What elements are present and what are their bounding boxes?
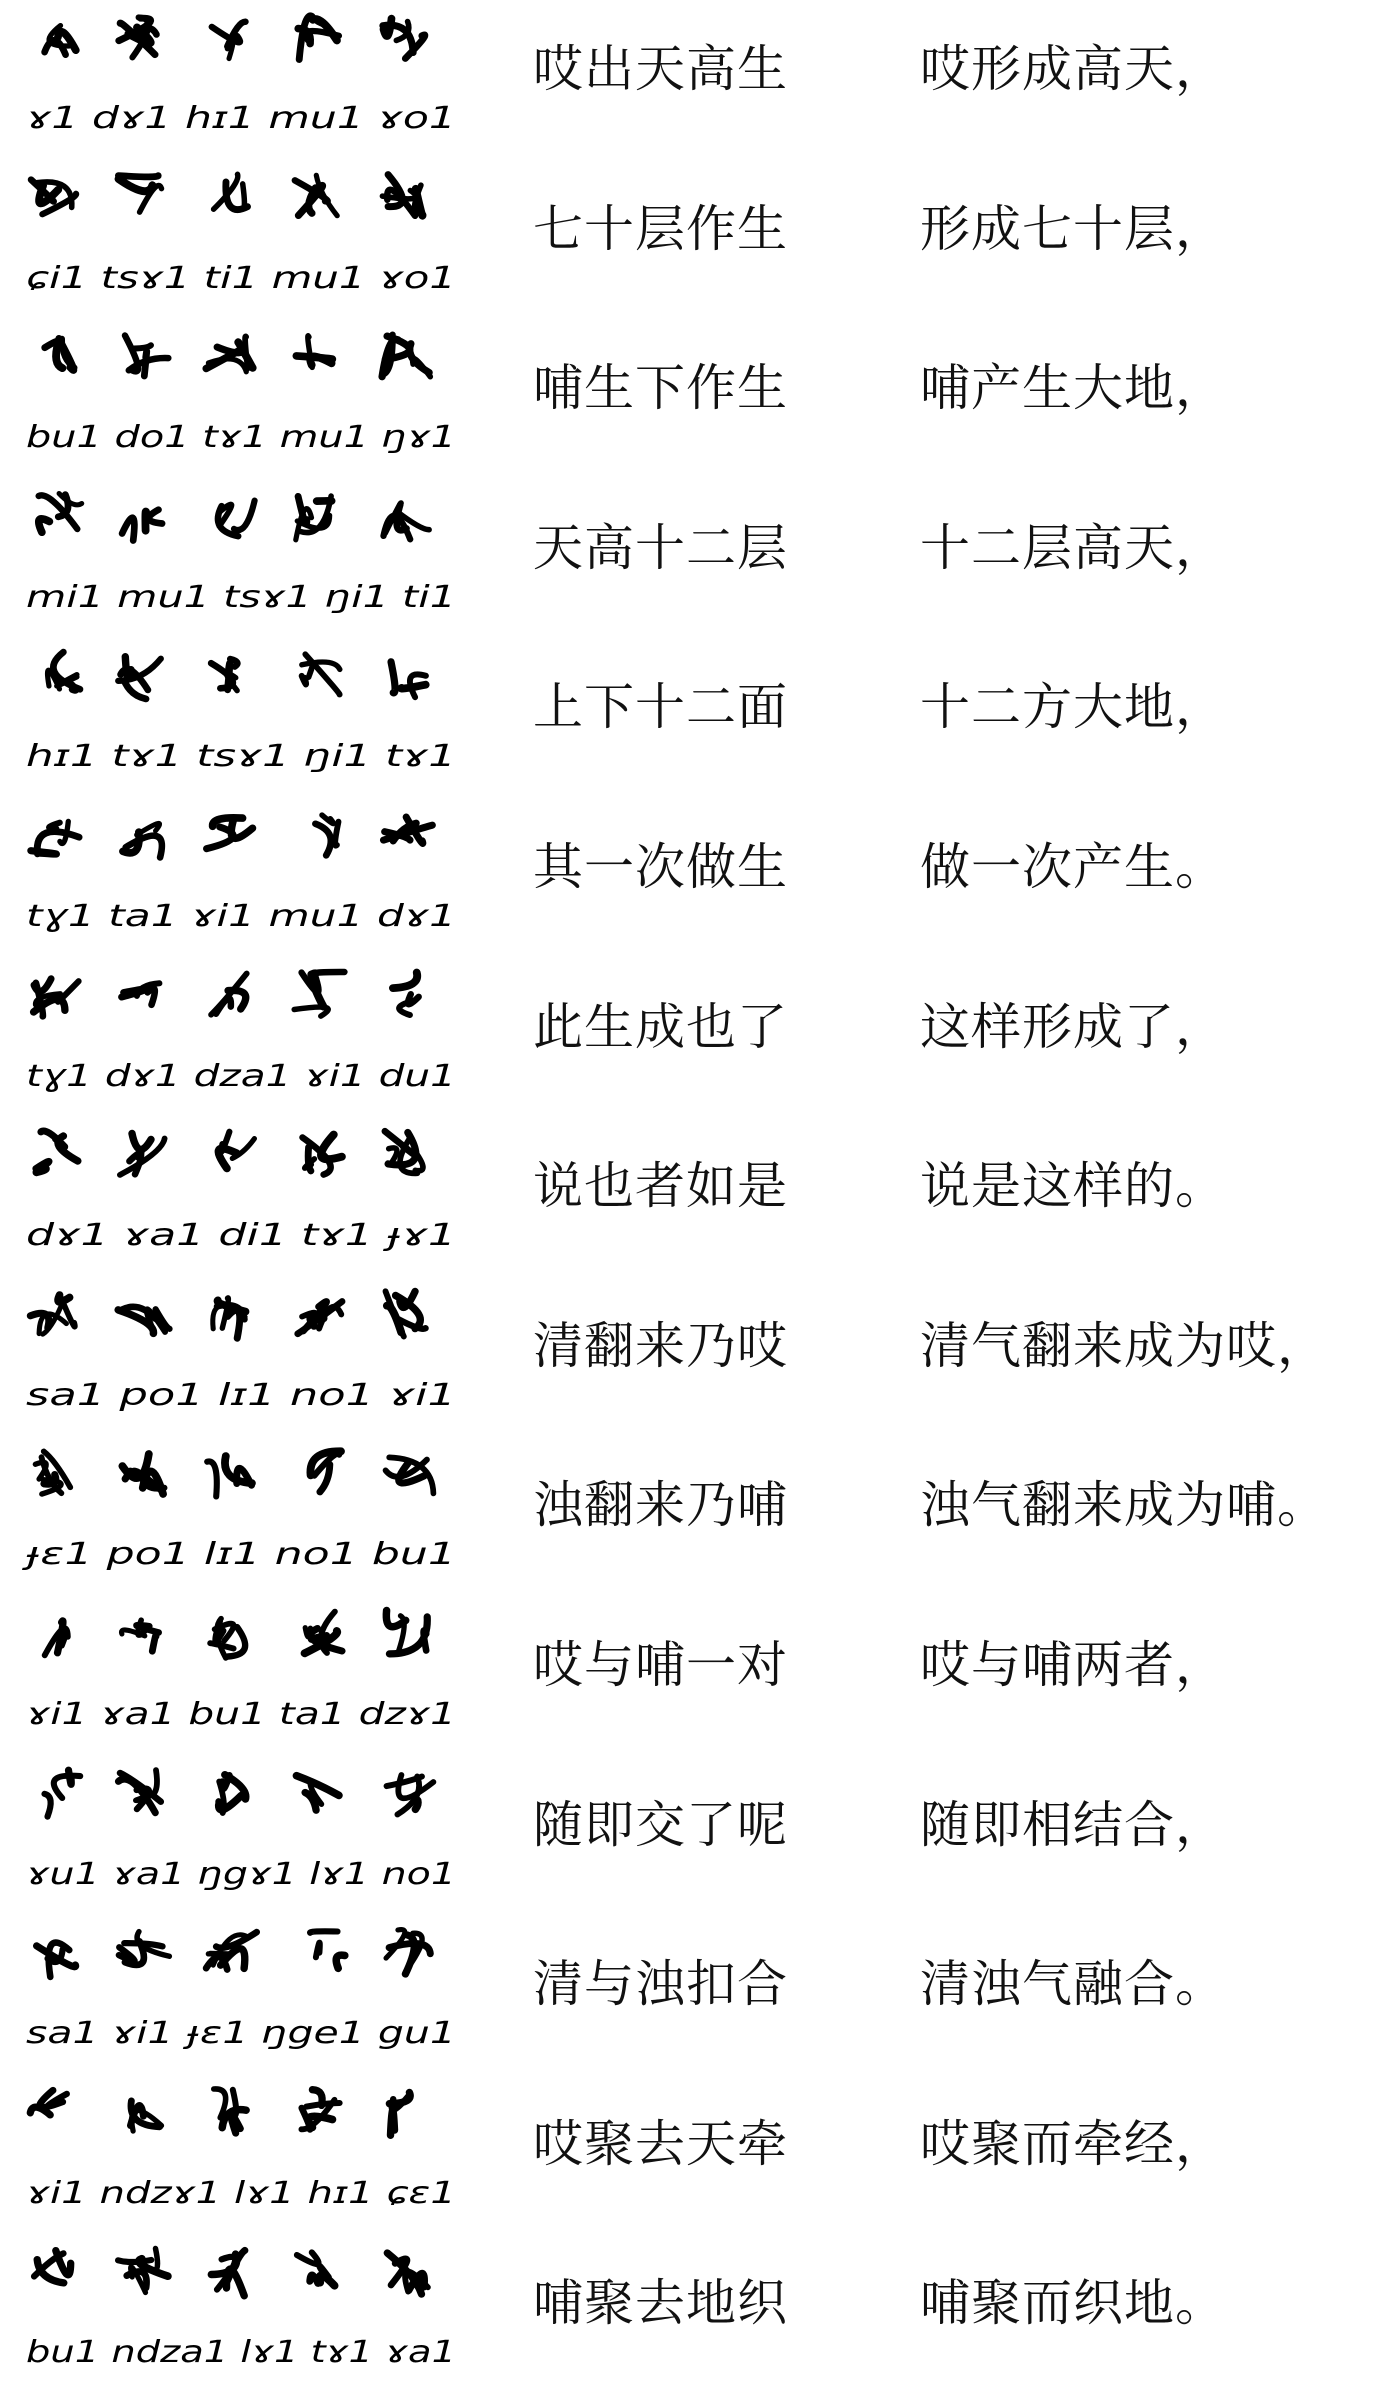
literal-translation: 清与浊扣合 <box>533 1955 788 2013</box>
literal-translation: 哎聚去天牵 <box>533 2115 788 2173</box>
yi-script-glyphs <box>22 485 462 627</box>
literal-translation: 哎与哺一对 <box>533 1636 788 1694</box>
yi-script-drawing <box>22 485 462 627</box>
verse-row <box>0 1596 1379 1754</box>
yi-script-drawing <box>22 325 462 467</box>
free-translation: 清气翻来成为哎， <box>920 1317 1328 1375</box>
free-translation: 做一次产生。 <box>920 838 1226 896</box>
phonetic-transcription: bu1 ndza1 lɤ1 tɤ1 ɤa1 <box>26 2335 456 2370</box>
yi-script-drawing <box>22 964 462 1106</box>
free-translation: 哎聚而牵经， <box>920 2115 1226 2173</box>
free-translation: 这样形成了， <box>920 998 1226 1056</box>
yi-script-drawing <box>22 2240 462 2382</box>
literal-translation: 哺聚去地织 <box>533 2274 788 2332</box>
free-translation: 哎形成高天， <box>920 40 1226 98</box>
yi-script-drawing <box>22 1762 462 1904</box>
yi-script-drawing <box>22 166 462 308</box>
verse-row <box>0 319 1379 477</box>
phonetic-transcription: ɤi1 ndzɤ1 lɤ1 hɪ1 ɕɛ1 <box>26 2176 456 2211</box>
yi-script-glyphs <box>22 6 462 148</box>
yi-script-drawing <box>22 1283 462 1425</box>
free-translation: 哎与哺两者， <box>920 1636 1226 1694</box>
verse-row <box>0 1277 1379 1435</box>
yi-script-drawing <box>22 644 462 786</box>
yi-script-glyphs <box>22 1442 462 1584</box>
yi-script-glyphs <box>22 325 462 467</box>
yi-script-glyphs <box>22 1123 462 1265</box>
phonetic-transcription: ɟɛ1 po1 lɪ1 no1 bu1 <box>22 1537 456 1572</box>
literal-translation: 其一次做生 <box>533 838 788 896</box>
literal-translation: 哺生下作生 <box>533 359 788 417</box>
free-translation: 随即相结合， <box>920 1796 1226 1854</box>
free-translation: 十二方大地， <box>920 678 1226 736</box>
literal-translation: 随即交了呢 <box>533 1796 788 1854</box>
literal-translation: 此生成也了 <box>533 998 788 1056</box>
yi-script-glyphs <box>22 644 462 786</box>
verse-row <box>0 160 1379 318</box>
phonetic-transcription: dɤ1 ɤa1 di1 tɤ1 ɟɤ1 <box>26 1218 456 1253</box>
verse-row <box>0 958 1379 1116</box>
yi-script-glyphs <box>22 1283 462 1425</box>
verse-row <box>0 638 1379 796</box>
free-translation: 说是这样的。 <box>920 1157 1226 1215</box>
literal-translation: 七十层作生 <box>533 200 788 258</box>
phonetic-transcription: bu1 do1 tɤ1 mu1 ŋɤ1 <box>26 420 456 455</box>
phonetic-transcription: ɤu1 ɤa1 ŋgɤ1 lɤ1 no1 <box>26 1857 456 1892</box>
verse-row <box>0 1915 1379 2073</box>
yi-script-glyphs <box>22 2081 462 2223</box>
literal-translation: 说也者如是 <box>533 1157 788 1215</box>
yi-script-drawing <box>22 1442 462 1584</box>
free-translation: 哺聚而织地。 <box>920 2274 1226 2332</box>
yi-script-drawing <box>22 1123 462 1265</box>
verse-row <box>0 479 1379 637</box>
phonetic-transcription: sa1 ɤi1 ɟɛ1 ŋge1 gu1 <box>26 2016 456 2051</box>
yi-script-glyphs <box>22 2240 462 2382</box>
yi-script-glyphs <box>22 1602 462 1744</box>
yi-script-glyphs <box>22 804 462 946</box>
verse-row <box>0 1756 1379 1914</box>
free-translation: 清浊气融合。 <box>920 1955 1226 2013</box>
phonetic-transcription: tɣ1 ta1 ɤi1 mu1 dɤ1 <box>26 899 456 934</box>
verse-row <box>0 798 1379 956</box>
phonetic-transcription: sa1 po1 lɪ1 no1 ɤi1 <box>26 1378 456 1413</box>
literal-translation: 浊翻来乃哺 <box>533 1476 788 1534</box>
yi-script-glyphs <box>22 964 462 1106</box>
verse-row <box>0 0 1379 158</box>
phonetic-transcription: ɤi1 ɤa1 bu1 ta1 dzɤ1 <box>26 1697 456 1732</box>
yi-script-drawing <box>22 1921 462 2063</box>
yi-script-drawing <box>22 1602 462 1744</box>
free-translation: 形成七十层， <box>920 200 1226 258</box>
verse-row <box>0 1117 1379 1275</box>
phonetic-transcription: ɤ1 dɤ1 hɪ1 mu1 ɤo1 <box>26 101 456 136</box>
literal-translation: 上下十二面 <box>533 678 788 736</box>
yi-script-glyphs <box>22 166 462 308</box>
yi-script-glyphs <box>22 1921 462 2063</box>
literal-translation: 天高十二层 <box>533 519 788 577</box>
verse-row <box>0 2075 1379 2233</box>
yi-script-drawing <box>22 2081 462 2223</box>
phonetic-transcription: hɪ1 tɤ1 tsɤ1 ŋi1 tɤ1 <box>26 739 456 774</box>
yi-script-glyphs <box>22 1762 462 1904</box>
phonetic-transcription: tɣ1 dɤ1 dza1 ɤi1 du1 <box>26 1059 457 1094</box>
yi-script-drawing <box>22 804 462 946</box>
literal-translation: 清翻来乃哎 <box>533 1317 788 1375</box>
yi-script-drawing <box>22 6 462 148</box>
free-translation: 十二层高天， <box>920 519 1226 577</box>
free-translation: 哺产生大地， <box>920 359 1226 417</box>
phonetic-transcription: ɕi1 tsɤ1 ti1 mu1 ɤo1 <box>26 261 456 296</box>
phonetic-transcription: mi1 mu1 tsɤ1 ŋi1 ti1 <box>26 580 456 615</box>
verse-row <box>0 1436 1379 1594</box>
literal-translation: 哎出天高生 <box>533 40 788 98</box>
free-translation: 浊气翻来成为哺。 <box>920 1476 1328 1534</box>
verse-row <box>0 2234 1379 2392</box>
